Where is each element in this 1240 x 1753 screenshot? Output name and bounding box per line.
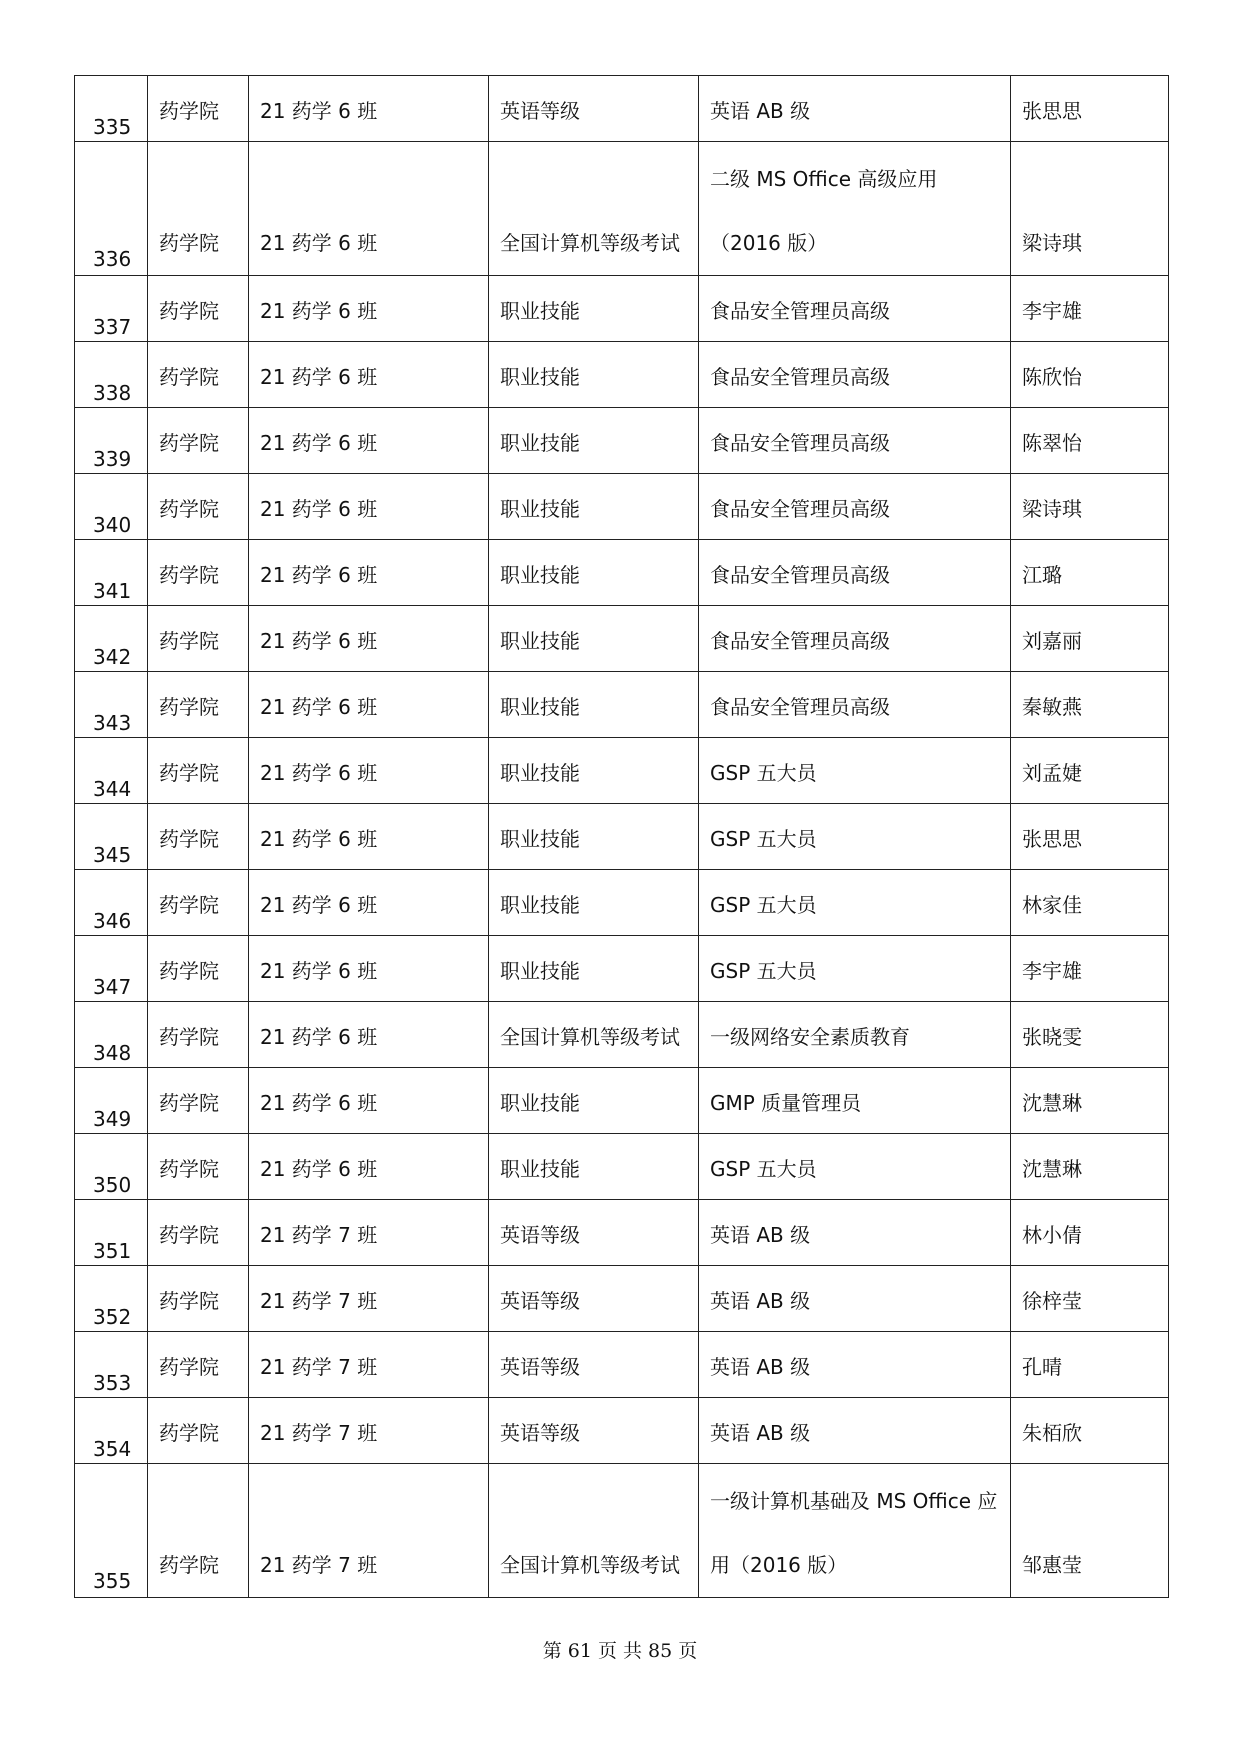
category: 职业技能 bbox=[500, 1091, 580, 1115]
college: 药学院 bbox=[159, 231, 219, 255]
student-name-cell bbox=[1011, 1002, 1169, 1068]
college: 药学院 bbox=[159, 299, 219, 323]
student-name: 刘孟婕 bbox=[1022, 761, 1082, 785]
college-cell bbox=[148, 142, 249, 276]
row-number: 336 bbox=[93, 247, 132, 271]
row-number: 341 bbox=[93, 579, 132, 603]
college: 药学院 bbox=[159, 563, 219, 587]
college: 药学院 bbox=[159, 761, 219, 785]
category-cell bbox=[489, 408, 699, 474]
class-cell bbox=[249, 1134, 489, 1200]
class: 21 药学 7 班 bbox=[260, 1289, 378, 1313]
class: 21 药学 6 班 bbox=[260, 893, 378, 917]
class: 21 药学 6 班 bbox=[260, 959, 378, 983]
college: 药学院 bbox=[159, 99, 219, 123]
certificate-item-cell bbox=[699, 672, 1011, 738]
certificate-item-cell bbox=[699, 936, 1011, 1002]
category-cell bbox=[489, 804, 699, 870]
class-cell bbox=[249, 1200, 489, 1266]
certificate-item: 一级网络安全素质教育 bbox=[710, 1025, 910, 1049]
college-cell bbox=[148, 870, 249, 936]
certificate-item: 英语 AB 级 bbox=[710, 1289, 811, 1313]
certificate-item: 食品安全管理员高级 bbox=[710, 629, 890, 653]
category-cell bbox=[489, 1398, 699, 1464]
category: 全国计算机等级考试 bbox=[500, 1553, 680, 1577]
class-cell bbox=[249, 540, 489, 606]
row-number-cell bbox=[75, 1398, 148, 1464]
class-cell bbox=[249, 1332, 489, 1398]
row-number: 350 bbox=[93, 1173, 132, 1197]
row-number: 346 bbox=[93, 909, 132, 933]
category: 职业技能 bbox=[500, 695, 580, 719]
row-number-cell bbox=[75, 936, 148, 1002]
category-cell bbox=[489, 1266, 699, 1332]
student-name-cell bbox=[1011, 606, 1169, 672]
student-name-cell bbox=[1011, 1464, 1169, 1598]
category-cell bbox=[489, 276, 699, 342]
row-number: 342 bbox=[93, 645, 132, 669]
student-name-cell bbox=[1011, 408, 1169, 474]
category-cell bbox=[489, 606, 699, 672]
class-cell bbox=[249, 142, 489, 276]
class-cell bbox=[249, 672, 489, 738]
student-name: 刘嘉丽 bbox=[1022, 629, 1082, 653]
certificate-item: 食品安全管理员高级 bbox=[710, 563, 890, 587]
student-name: 梁诗琪 bbox=[1022, 497, 1082, 521]
category: 职业技能 bbox=[500, 365, 580, 389]
certificate-item-cell bbox=[699, 1200, 1011, 1266]
college: 药学院 bbox=[159, 1091, 219, 1115]
table-row bbox=[75, 738, 1169, 804]
row-number: 339 bbox=[93, 447, 132, 471]
student-name: 陈欣怡 bbox=[1022, 365, 1082, 389]
category: 英语等级 bbox=[500, 1421, 580, 1445]
row-number: 353 bbox=[93, 1371, 132, 1395]
student-name-cell bbox=[1011, 1332, 1169, 1398]
student-name: 沈慧琳 bbox=[1022, 1091, 1082, 1115]
row-number: 349 bbox=[93, 1107, 132, 1131]
class-cell bbox=[249, 1464, 489, 1598]
certificate-item-cell bbox=[699, 1134, 1011, 1200]
category-cell bbox=[489, 1332, 699, 1398]
student-name-cell bbox=[1011, 804, 1169, 870]
student-name: 梁诗琪 bbox=[1022, 231, 1082, 255]
college-cell bbox=[148, 1200, 249, 1266]
certificate-item-cell bbox=[699, 540, 1011, 606]
certificate-item-cell bbox=[699, 1464, 1011, 1598]
row-number-cell bbox=[75, 1464, 148, 1598]
class: 21 药学 6 班 bbox=[260, 365, 378, 389]
class: 21 药学 6 班 bbox=[260, 299, 378, 323]
category: 职业技能 bbox=[500, 761, 580, 785]
college-cell bbox=[148, 1002, 249, 1068]
certificate-item: 食品安全管理员高级 bbox=[710, 431, 890, 455]
category-cell bbox=[489, 540, 699, 606]
class-cell bbox=[249, 738, 489, 804]
category: 英语等级 bbox=[500, 1223, 580, 1247]
page-footer: 第 61 页 共 85 页 bbox=[542, 1640, 698, 1662]
college-cell bbox=[148, 342, 249, 408]
row-number: 338 bbox=[93, 381, 132, 405]
class-cell bbox=[249, 1398, 489, 1464]
category: 职业技能 bbox=[500, 629, 580, 653]
certificate-item: GSP 五大员 bbox=[710, 827, 817, 851]
college: 药学院 bbox=[159, 1289, 219, 1313]
student-name: 张思思 bbox=[1022, 827, 1082, 851]
row-number: 354 bbox=[93, 1437, 132, 1461]
row-number-cell bbox=[75, 738, 148, 804]
class: 21 药学 6 班 bbox=[260, 827, 378, 851]
category: 职业技能 bbox=[500, 431, 580, 455]
certificate-item: GSP 五大员 bbox=[710, 959, 817, 983]
student-certificate-table bbox=[74, 75, 1169, 1598]
class: 21 药学 6 班 bbox=[260, 563, 378, 587]
category: 职业技能 bbox=[500, 1157, 580, 1181]
college-cell bbox=[148, 76, 249, 142]
table-row bbox=[75, 936, 1169, 1002]
row-number: 337 bbox=[93, 315, 132, 339]
college: 药学院 bbox=[159, 695, 219, 719]
college-cell bbox=[148, 606, 249, 672]
student-name-cell bbox=[1011, 342, 1169, 408]
class: 21 药学 7 班 bbox=[260, 1421, 378, 1445]
certificate-item-cell bbox=[699, 142, 1011, 276]
row-number: 343 bbox=[93, 711, 132, 735]
row-number-cell bbox=[75, 606, 148, 672]
certificate-item-cell bbox=[699, 342, 1011, 408]
student-name-cell bbox=[1011, 76, 1169, 142]
class: 21 药学 6 班 bbox=[260, 1091, 378, 1115]
college: 药学院 bbox=[159, 629, 219, 653]
college-cell bbox=[148, 1464, 249, 1598]
class-cell bbox=[249, 1266, 489, 1332]
college-cell bbox=[148, 1068, 249, 1134]
certificate-item: 食品安全管理员高级 bbox=[710, 365, 890, 389]
college: 药学院 bbox=[159, 893, 219, 917]
student-name-cell bbox=[1011, 1200, 1169, 1266]
college: 药学院 bbox=[159, 431, 219, 455]
class: 21 药学 6 班 bbox=[260, 1157, 378, 1181]
certificate-item-cell bbox=[699, 474, 1011, 540]
category-cell bbox=[489, 672, 699, 738]
class: 21 药学 6 班 bbox=[260, 629, 378, 653]
category-cell bbox=[489, 142, 699, 276]
certificate-item-cell bbox=[699, 1002, 1011, 1068]
student-name: 朱栢欣 bbox=[1022, 1421, 1082, 1445]
row-number-cell bbox=[75, 1266, 148, 1332]
certificate-item: GMP 质量管理员 bbox=[710, 1091, 862, 1115]
row-number-cell bbox=[75, 804, 148, 870]
student-name: 沈慧琳 bbox=[1022, 1157, 1082, 1181]
category: 职业技能 bbox=[500, 893, 580, 917]
college-cell bbox=[148, 936, 249, 1002]
certificate-item: 英语 AB 级 bbox=[710, 99, 811, 123]
class-cell bbox=[249, 870, 489, 936]
row-number-cell bbox=[75, 76, 148, 142]
category: 职业技能 bbox=[500, 563, 580, 587]
row-number: 345 bbox=[93, 843, 132, 867]
class: 21 药学 7 班 bbox=[260, 1553, 378, 1577]
student-name: 林家佳 bbox=[1022, 893, 1082, 917]
row-number-cell bbox=[75, 342, 148, 408]
category: 职业技能 bbox=[500, 299, 580, 323]
row-number-cell bbox=[75, 1200, 148, 1266]
college: 药学院 bbox=[159, 959, 219, 983]
table-row bbox=[75, 1068, 1169, 1134]
class: 21 药学 6 班 bbox=[260, 431, 378, 455]
category: 全国计算机等级考试 bbox=[500, 1025, 680, 1049]
college-cell bbox=[148, 1134, 249, 1200]
category-cell bbox=[489, 936, 699, 1002]
certificate-item: 食品安全管理员高级 bbox=[710, 497, 890, 521]
row-number-cell bbox=[75, 1134, 148, 1200]
row-number: 347 bbox=[93, 975, 132, 999]
row-number-cell bbox=[75, 1002, 148, 1068]
student-name-cell bbox=[1011, 276, 1169, 342]
college-cell bbox=[148, 408, 249, 474]
table-row bbox=[75, 1200, 1169, 1266]
college: 药学院 bbox=[159, 827, 219, 851]
certificate-item: 食品安全管理员高级 bbox=[710, 299, 890, 323]
category-cell bbox=[489, 738, 699, 804]
certificate-item: 食品安全管理员高级 bbox=[710, 695, 890, 719]
certificate-item: 英语 AB 级 bbox=[710, 1355, 811, 1379]
category-cell bbox=[489, 1068, 699, 1134]
row-number: 351 bbox=[93, 1239, 132, 1263]
college: 药学院 bbox=[159, 365, 219, 389]
student-name: 秦敏燕 bbox=[1022, 695, 1082, 719]
row-number-cell bbox=[75, 870, 148, 936]
college-cell bbox=[148, 276, 249, 342]
category: 全国计算机等级考试 bbox=[500, 231, 680, 255]
college: 药学院 bbox=[159, 1355, 219, 1379]
table-row bbox=[75, 342, 1169, 408]
college: 药学院 bbox=[159, 1157, 219, 1181]
college-cell bbox=[148, 804, 249, 870]
row-number-cell bbox=[75, 1332, 148, 1398]
certificate-item: GSP 五大员 bbox=[710, 761, 817, 785]
class-cell bbox=[249, 276, 489, 342]
student-name: 邹惠莹 bbox=[1022, 1553, 1082, 1577]
category-cell bbox=[489, 342, 699, 408]
student-name: 李宇雄 bbox=[1022, 299, 1082, 323]
category-cell bbox=[489, 76, 699, 142]
college: 药学院 bbox=[159, 1553, 219, 1577]
certificate-item-cell bbox=[699, 276, 1011, 342]
table-row bbox=[75, 1332, 1169, 1398]
student-name-cell bbox=[1011, 1266, 1169, 1332]
student-name-cell bbox=[1011, 540, 1169, 606]
class-cell bbox=[249, 804, 489, 870]
class: 21 药学 7 班 bbox=[260, 1223, 378, 1247]
category-cell bbox=[489, 870, 699, 936]
class-cell bbox=[249, 474, 489, 540]
category: 职业技能 bbox=[500, 959, 580, 983]
class-cell bbox=[249, 76, 489, 142]
class: 21 药学 6 班 bbox=[260, 1025, 378, 1049]
student-name: 李宇雄 bbox=[1022, 959, 1082, 983]
student-name: 张晓雯 bbox=[1022, 1025, 1082, 1049]
certificate-item-cell bbox=[699, 1068, 1011, 1134]
table-row bbox=[75, 804, 1169, 870]
table-row bbox=[75, 672, 1169, 738]
class: 21 药学 6 班 bbox=[260, 761, 378, 785]
certificate-item-cell bbox=[699, 738, 1011, 804]
table-row bbox=[75, 1002, 1169, 1068]
category: 英语等级 bbox=[500, 1355, 580, 1379]
row-number-cell bbox=[75, 540, 148, 606]
certificate-item-cell bbox=[699, 870, 1011, 936]
row-number-cell bbox=[75, 1068, 148, 1134]
certificate-item: GSP 五大员 bbox=[710, 1157, 817, 1181]
college: 药学院 bbox=[159, 1421, 219, 1445]
class: 21 药学 7 班 bbox=[260, 1355, 378, 1379]
row-number: 335 bbox=[93, 115, 132, 139]
student-name: 林小倩 bbox=[1022, 1223, 1082, 1247]
student-name-cell bbox=[1011, 672, 1169, 738]
student-name: 孔晴 bbox=[1022, 1355, 1062, 1379]
category-cell bbox=[489, 1464, 699, 1598]
table-row bbox=[75, 142, 1169, 276]
row-number-cell bbox=[75, 672, 148, 738]
row-number: 355 bbox=[93, 1569, 132, 1593]
row-number-cell bbox=[75, 408, 148, 474]
class: 21 药学 6 班 bbox=[260, 497, 378, 521]
college-cell bbox=[148, 1332, 249, 1398]
table-row bbox=[75, 1266, 1169, 1332]
student-name: 陈翠怡 bbox=[1022, 431, 1082, 455]
class-cell bbox=[249, 408, 489, 474]
category: 英语等级 bbox=[500, 1289, 580, 1313]
student-name-cell bbox=[1011, 738, 1169, 804]
certificate-item: GSP 五大员 bbox=[710, 893, 817, 917]
class-cell bbox=[249, 606, 489, 672]
certificate-item-cell bbox=[699, 408, 1011, 474]
student-name-cell bbox=[1011, 142, 1169, 276]
certificate-item: 英语 AB 级 bbox=[710, 1421, 811, 1445]
certificate-item: 一级计算机基础及 MS Office 应用（2016 版） bbox=[710, 1489, 998, 1577]
table-row bbox=[75, 870, 1169, 936]
certificate-item-cell bbox=[699, 1266, 1011, 1332]
row-number: 348 bbox=[93, 1041, 132, 1065]
table-row bbox=[75, 540, 1169, 606]
certificate-item: 二级 MS Office 高级应用（2016 版） bbox=[710, 167, 938, 255]
class-cell bbox=[249, 342, 489, 408]
college: 药学院 bbox=[159, 1223, 219, 1247]
row-number-cell bbox=[75, 276, 148, 342]
college-cell bbox=[148, 738, 249, 804]
row-number: 340 bbox=[93, 513, 132, 537]
student-name-cell bbox=[1011, 1068, 1169, 1134]
class-cell bbox=[249, 936, 489, 1002]
table-row bbox=[75, 1134, 1169, 1200]
class: 21 药学 6 班 bbox=[260, 99, 378, 123]
college-cell bbox=[148, 474, 249, 540]
college-cell bbox=[148, 672, 249, 738]
certificate-item: 英语 AB 级 bbox=[710, 1223, 811, 1247]
row-number: 352 bbox=[93, 1305, 132, 1329]
category-cell bbox=[489, 1002, 699, 1068]
category-cell bbox=[489, 1134, 699, 1200]
college-cell bbox=[148, 1398, 249, 1464]
college: 药学院 bbox=[159, 497, 219, 521]
category-cell bbox=[489, 1200, 699, 1266]
college-cell bbox=[148, 540, 249, 606]
student-name: 徐梓莹 bbox=[1022, 1289, 1082, 1313]
category-cell bbox=[489, 474, 699, 540]
student-name-cell bbox=[1011, 936, 1169, 1002]
table-row bbox=[75, 276, 1169, 342]
row-number-cell bbox=[75, 474, 148, 540]
student-name-cell bbox=[1011, 474, 1169, 540]
college: 药学院 bbox=[159, 1025, 219, 1049]
class-cell bbox=[249, 1068, 489, 1134]
category: 英语等级 bbox=[500, 99, 580, 123]
row-number: 344 bbox=[93, 777, 132, 801]
class-cell bbox=[249, 1002, 489, 1068]
table-row bbox=[75, 606, 1169, 672]
college-cell bbox=[148, 1266, 249, 1332]
student-name: 张思思 bbox=[1022, 99, 1082, 123]
row-number-cell bbox=[75, 142, 148, 276]
certificate-item-cell bbox=[699, 606, 1011, 672]
certificate-item-cell bbox=[699, 1332, 1011, 1398]
class: 21 药学 6 班 bbox=[260, 695, 378, 719]
student-name-cell bbox=[1011, 870, 1169, 936]
table-row bbox=[75, 408, 1169, 474]
category: 职业技能 bbox=[500, 497, 580, 521]
student-name-cell bbox=[1011, 1398, 1169, 1464]
certificate-item-cell bbox=[699, 804, 1011, 870]
student-name-cell bbox=[1011, 1134, 1169, 1200]
category: 职业技能 bbox=[500, 827, 580, 851]
table-row bbox=[75, 1464, 1169, 1598]
class: 21 药学 6 班 bbox=[260, 231, 378, 255]
table-row bbox=[75, 474, 1169, 540]
student-name: 江璐 bbox=[1022, 563, 1062, 587]
